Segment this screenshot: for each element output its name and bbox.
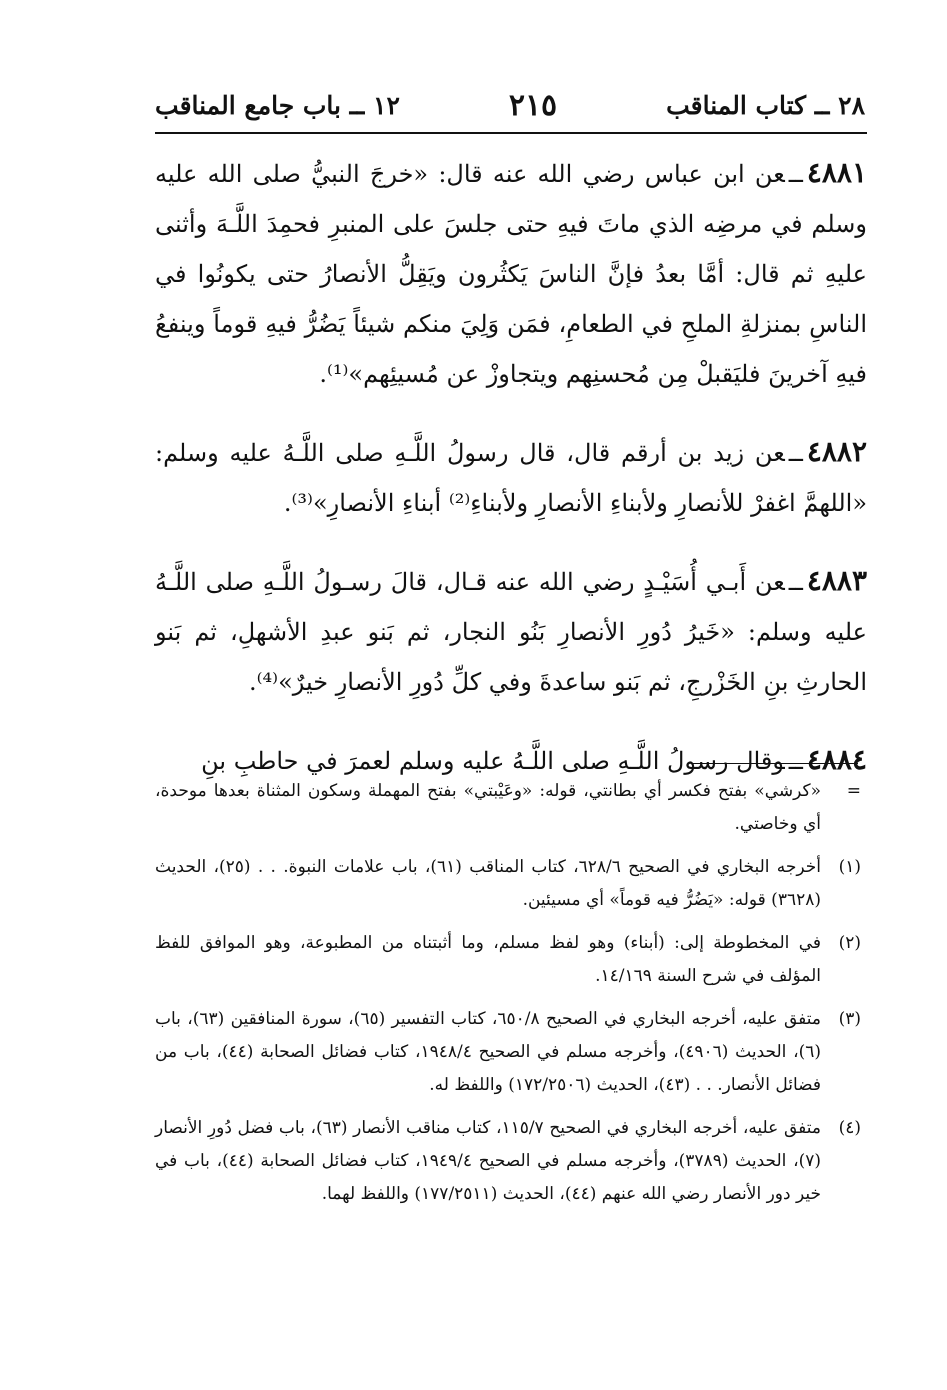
hadith-text: عن زيد بن أرقم قال، قال رسولُ اللَّـهِ صلى اللَّـهُ عليه وسلم: «اللهمَّ اغفرْ للأنصارِ ولأبناءِ الأنصارِ ولأبناءِ⁽²⁾ أبناءِ الأنصارِ»⁽³⁾. bbox=[155, 439, 867, 517]
footnote-text: أخرجه البخاري في الصحيح ٦٢٨/٦، كتاب المناقب (٦١)، باب علامات النبوة. . . (٢٥)، الحديث (٣٦٢٨) قوله: «يَضُرُّ فيه قوماً» أي مسيئين. bbox=[155, 857, 822, 910]
footnote-mark: = bbox=[846, 781, 861, 801]
footnote-text: «كرشي» بفتح فكسر أي بطانتي، قوله: «وعَيْبتي» بفتح المهملة وسكون المثناة بعدها موحدة، أي وخاصتي. bbox=[155, 781, 821, 834]
footnote-text: في المخطوطة إلى: (أبناء) وهو لفظ مسلم، وما أثبتناه من المطبوعة، وهو الموافق للفظ المؤلف في شرح السنة ١٤/١٦٩. bbox=[155, 933, 821, 986]
footnote-1 bbox=[155, 851, 867, 917]
footnote-text: متفق عليه، أخرجه البخاري في الصحيح ٦٥٠/٨، كتاب التفسير (٦٥)، سورة المنافقين (٦٣)، باب (٦)، الحديث (٤٩٠٦)، وأخرجه مسلم في الصحيح ١٩٤٨/٤، كتاب فضائل الصحابة (٤٤)، باب من فضائل الأنصار. . . (٤٣)، الحديث (١٧٢/٢٥٠٦) واللفظ له. bbox=[155, 1009, 821, 1095]
page-number: ٢١٥ bbox=[508, 87, 558, 123]
section-title: ١٢ ــ باب جامع المناقب bbox=[155, 90, 400, 120]
footnote-text: متفق عليه، أخرجه البخاري في الصحيح ١١٥/٧، كتاب مناقب الأنصار (٦٣)، باب فضل دُورِ الأنصار (٧)، الحديث (٣٧٨٩)، وأخرجه مسلم في الصحيح ١٩٤٩/٤، كتاب فضائل الصحابة (٤٤)، باب في خير دور الأنصار رضي الله عنهم (٤٤)، الحديث (١٧٧/٢٥١١) واللفظ لهما. bbox=[155, 1118, 821, 1204]
hadith-number: ٤٨٨٤ bbox=[806, 743, 867, 776]
hadith-number: ٤٨٨٢ bbox=[806, 435, 867, 468]
footnote-mark: (١) bbox=[838, 857, 861, 877]
footnote-mark: (٣) bbox=[838, 1009, 861, 1029]
footnote-2 bbox=[155, 927, 867, 993]
main-text bbox=[155, 148, 867, 814]
footnote-3 bbox=[155, 1003, 867, 1102]
hadith-text: وقال رسولُ اللَّـهِ صلى اللَّـهُ عليه وسلم لعمرَ في حاطبِ بنِ bbox=[201, 747, 785, 775]
hadith-4883: ٤٨٨٣ــعن أَبـي أُسَيْـدٍ رضي الله عنه قـال، قالَ رسـولُ اللَّـهِ صلى اللَّـهُ عليه وسلم: «خَيرُ دُورِ الأنصارِ بَنُو النجار، ثم بَنو عبدِ الأشهلِ، ثم بَنو الحارثِ بنِ الخَزْرجِ، ثم بَنو ساعدةَ وفي كلِّ دُورِ الأنصارِ خيرٌ»⁽⁴⁾. bbox=[155, 564, 867, 696]
hadith-text: عن ابن عباس رضي الله عنه قال: «خرجَ النبيُّ صلى الله عليه وسلم في مرضِه الذي ماتَ فيهِ حتى جلسَ على المنبرِ فحمِدَ اللَّـهَ وأثنى عليهِ ثم قال: أمَّا بعدُ فإنَّ الناسَ يَكثُرون ويَقِلُّ الأنصارُ حتى يكونُوا في الناسِ بمنزلةِ الملحِ في الطعامِ، فمَن وَلِيَ منكم شيئاً يَضُرُّ فيهِ قوماً وينفعُ فيهِ آخرينَ فليَقبلْ مِن مُحسنِهم ويتجاوزْ عن مُسيئِهم»⁽¹⁾. bbox=[155, 160, 867, 388]
chapter-title: ٢٨ ــ كتاب المناقب bbox=[666, 90, 865, 120]
header-divider bbox=[155, 132, 867, 134]
footnotes bbox=[155, 775, 867, 1221]
page-header bbox=[155, 80, 865, 130]
footnote-4 bbox=[155, 1112, 867, 1211]
hadith-4884: ٤٨٨٤ــوقال رسولُ اللَّـهِ صلى اللَّـهُ عليه وسلم لعمرَ في حاطبِ بنِ bbox=[201, 743, 867, 776]
hadith-number: ٤٨٨٣ bbox=[806, 564, 867, 597]
hadith-number: ٤٨٨١ bbox=[806, 156, 867, 189]
footnote-divider bbox=[693, 763, 858, 764]
footnote-mark: (٤) bbox=[838, 1118, 861, 1138]
hadith-text: عن أَبـي أُسَيْـدٍ رضي الله عنه قـال، قالَ رسـولُ اللَّـهِ صلى اللَّـهُ عليه وسلم: «خَيرُ دُورِ الأنصارِ بَنُو النجار، ثم بَنو عبدِ الأشهلِ، ثم بَنو الحارثِ بنِ الخَزْرجِ، ثم بَنو ساعدةَ وفي كلِّ دُورِ الأنصارِ خيرٌ»⁽⁴⁾. bbox=[155, 568, 867, 696]
footnote-continued bbox=[155, 775, 867, 841]
hadith-4882: ٤٨٨٢ــعن زيد بن أرقم قال، قال رسولُ اللَّـهِ صلى اللَّـهُ عليه وسلم: «اللهمَّ اغفرْ للأنصارِ ولأبناءِ الأنصارِ ولأبناءِ⁽²⁾ أبناءِ الأنصارِ»⁽³⁾. bbox=[155, 435, 867, 517]
hadith-4881: ٤٨٨١ــعن ابن عباس رضي الله عنه قال: «خرجَ النبيُّ صلى الله عليه وسلم في مرضِه الذي ماتَ فيهِ حتى جلسَ على المنبرِ فحمِدَ اللَّـهَ وأثنى عليهِ ثم قال: أمَّا بعدُ فإنَّ الناسَ يَكثُرون ويَقِلُّ الأنصارُ حتى يكونُوا في الناسِ بمنزلةِ الملحِ في الطعامِ، فمَن وَلِيَ منكم شيئاً يَضُرُّ فيهِ قوماً وينفعُ فيهِ آخرينَ فليَقبلْ مِن مُحسنِهم ويتجاوزْ عن مُسيئِهم»⁽¹⁾. bbox=[155, 156, 867, 388]
footnote-mark: (٢) bbox=[838, 933, 861, 953]
